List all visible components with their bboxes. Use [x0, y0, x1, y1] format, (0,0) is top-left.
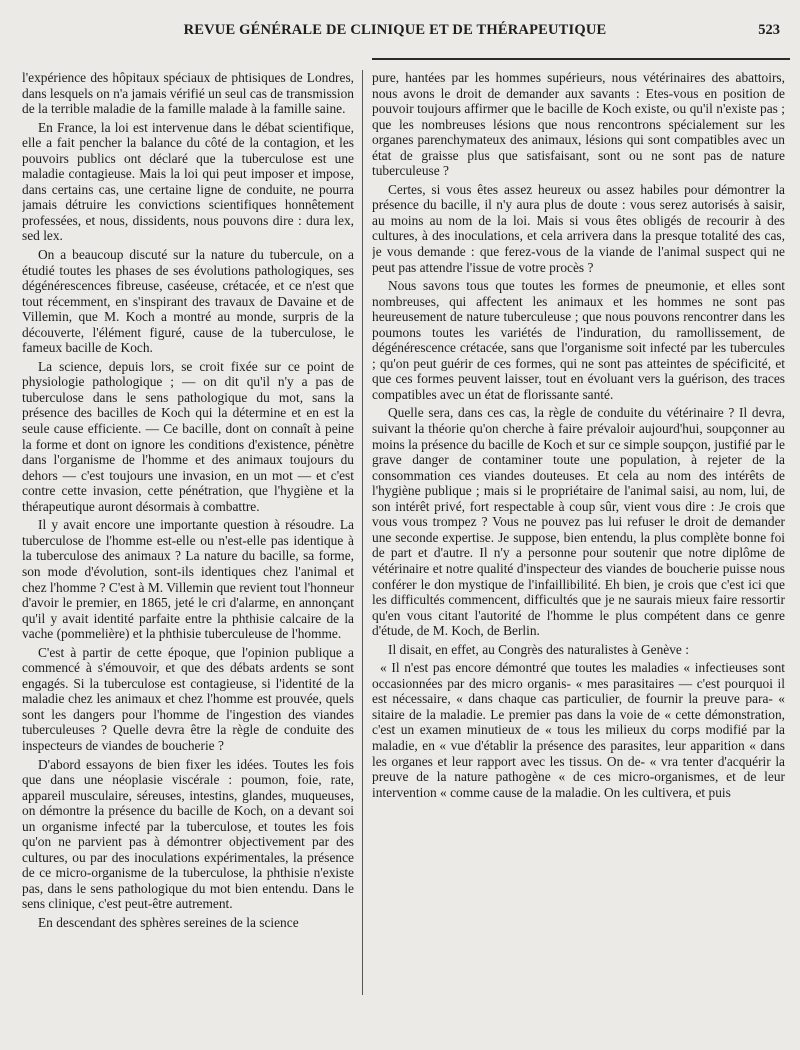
running-header — [0, 22, 800, 44]
paragraph: On a beaucoup discuté sur la nature du tubercule, on a étudié toutes les phases de ses évolutions pathologiques, ses dégénérescences fibreuse, caséeuse, crétacée, et ce n'est que tout récemment, en s'inspirant des travaux de Davaine et de Villemin, que M. Koch a montré au monde, surpris de la découverte, l'élément figuré, cause de la tuberculose, le fameux bacille de Koch. — [22, 247, 354, 356]
paragraph: Quelle sera, dans ces cas, la règle de conduite du vétérinaire ? Il devra, suivant la théorie qu'on cherche à faire prévaloir aujourd'hui, soupçonner au moins la présence du bacille de Koch et sur ce simple soupçon, justifié par le grave danger de contaminer toute une population, à rejeter de la consommation ces viandes douteuses. Et cela au nom des intérêts de l'hygiène publique ; mais si le propriétaire de l'animal saisi, au nom, lui, de son intérêt privé, fort respectable à coup sûr, vient vous dire : Je crois que vous vous trompez ? Vous ne pouvez pas lui refuser le droit de demander une seconde expertise. Je suppose, bien entendu, la plus complète bonne foi de part et d'autre. Il n'y a personne pour soutenir que notre diplôme de vétérinaire et notre qualité d'inspecteur des viandes de boucherie puisse nous conférer le don mystique de l'infaillibilité. Eh bien, je crois que c'est ici que les difficultés commencent, difficultés que je ne saurais mieux faire ressortir qu'en vous citant l'autorité de l'homme le plus compétent dans ce genre d'étude, de M. Koch, de Berlin. — [372, 405, 785, 639]
journal-title: REVUE GÉNÉRALE DE CLINIQUE ET DE THÉRAPEUTIQUE — [183, 22, 607, 38]
paragraph: Nous savons tous que toutes les formes de pneumonie, et elles sont nombreuses, qui affectent les animaux et les hommes ne sont pas heureusement de nature tuberculeuse ; que nous pouvons rencontrer dans les poumons toutes les variétés de l'induration, du ramollissement, de dégénérescence crétacée, sans que l'organisme soit infecté par les tubercules ; qu'on peut guérir de ces formes, qui ne sont pas atteintes de spécificité, et que ces formes peuvent laisser, tout en évoluant vers la guérison, des traces compatibles avec un état de florissante santé. — [372, 278, 785, 402]
left-column — [22, 70, 354, 1040]
paragraph: pure, hantées par les hommes supérieurs, nous vétérinaires des abattoirs, nous avons le droit de demander aux savants : Etes-vous en position de pouvoir toujours affirmer que le bacille de Koch existe, ou qu'il n'existe pas ; que les nombreuses lésions que nous rencontrons spécialement sur les organes parenchymateux des animaux, lésions qui sont compatibles avec un état de graisse plus que satisfaisant, sont ou ne sont pas de nature tuberculeuse ? — [372, 70, 785, 179]
paragraph: En France, la loi est intervenue dans le débat scientifique, elle a fait pencher la balance du côté de la contagion, et les pouvoirs publics ont déclaré que la tuberculose est une maladie contagieuse. Mais la loi qui peut imposer et impose, dans certains cas, une certaine ligne de conduite, ne pourra jamais détruire les convictions scientifiques honnêtement professées, et nous, dissidents, nous pouvons dire : dura lex, sed lex. — [22, 119, 354, 244]
paragraph: D'abord essayons de bien fixer les idées. Toutes les fois que dans une néoplasie viscérale : poumon, foie, rate, appareil musculaire, séreuses, intestins, glandes, muqueuses, on démontre la présence du bacille de Koch, on a devant soi un organisme infecté par la tuberculose, et toutes les fois qu'on ne parvient pas à démontrer objectivement par des cultures, ou par des inoculations expérimentales, la présence de ce micro-organisme de la tuberculose, la phthisie n'existe pas, dans le sens pathologique du mot bien entendu. Dans le sens clinique, c'est peut-être autrement. — [22, 756, 354, 912]
page-number: 523 — [758, 22, 780, 38]
paragraph: l'expérience des hôpitaux spéciaux de phtisiques de Londres, dans lesquels on n'a jamais vérifié un seul cas de transmission de la terrible maladie de la famille malade à la famille saine. — [22, 70, 354, 117]
paragraph: C'est à partir de cette époque, que l'opinion publique a commencé à s'émouvoir, et que des débats ardents se sont engagés. Si la tuberculose est contagieuse, si l'identité de la maladie chez les animaux et chez l'homme est prouvée, quels sont les dangers pour l'homme de l'ingestion des viandes tuberculeuses ? Quelle devra être la règle de conduite des inspecteurs de viandes de boucherie ? — [22, 644, 354, 753]
paragraph: La science, depuis lors, se croit fixée sur ce point de physiologie pathologique ; — on dit qu'il n'y a pas de tuberculose dans le sens pathologique du mot, sans la présence des bacilles de Koch qui la détermine et en est la seule cause efficiente. — Ce bacille, dont on connaît à peine la forme et dont on ignore les conditions d'existence, pénètre dans l'organisme de l'homme et des animaux toujours du dehors — c'est toujours une invasion, en un mot — et c'est contre cette invasion, cette pénétration, que l'hygiène et la thérapeutique auront désormais à combattre. — [22, 358, 354, 514]
quotation: « Il n'est pas encore démontré que toutes les maladies « infectieuses sont occasionnées par des micro organis- « mes parasitaires — c'est pourquoi il est nécessaire, « dans chaque cas particulier, de fournir la preuve para- « sitaire de la maladie. Le premier pas dans la voie de « cette démonstration, c'est un examen minutieux de « tous les milieux du corps modifié par la maladie, en « vue d'établir la présence des parasites, leur apparition « dans les organes et leur rapport avec les tissus. On de- « vra tenter d'acquérir la preuve de la nature pathogène « de ces micro-organismes, et de leur intervention « comme cause de la maladie. On les cultivera, et puis — [372, 660, 785, 800]
right-column — [372, 70, 785, 1040]
paragraph: Il y avait encore une importante question à résoudre. La tuberculose de l'homme est-elle ou n'est-elle pas identique à la tuberculose des animaux ? La nature du bacille, sa forme, son mode d'évolution, sont-ils identiques chez l'animal et chez l'homme ? C'est à M. Villemin que revient tout l'honneur d'avoir le premier, en 1865, jeté le cri d'alarme, en annonçant qu'il y avait identité parfaite entre la phthisie calcaire de la vache (pommelière) et la phthisie tuberculeuse de l'homme. — [22, 517, 354, 642]
paragraph: Il disait, en effet, au Congrès des naturalistes à Genève : — [388, 641, 689, 657]
column-divider — [362, 70, 363, 995]
paragraph: En descendant des sphères sereines de la science — [38, 914, 299, 930]
paragraph: Certes, si vous êtes assez heureux ou assez habiles pour démontrer la présence du bacille, il n'y aura plus de doute : vous serez autorisés à saisir, au moins au nom de la loi. Mais si vous êtes obligés de recourir à des cultures, à des inoculations, et cela arrivera dans la presque totalité des cas, je vous demande : que ferez-vous de la viande de l'animal suspect qui ne peut pas attendre l'issue de votre procès ? — [372, 181, 785, 275]
header-rule — [372, 58, 790, 60]
